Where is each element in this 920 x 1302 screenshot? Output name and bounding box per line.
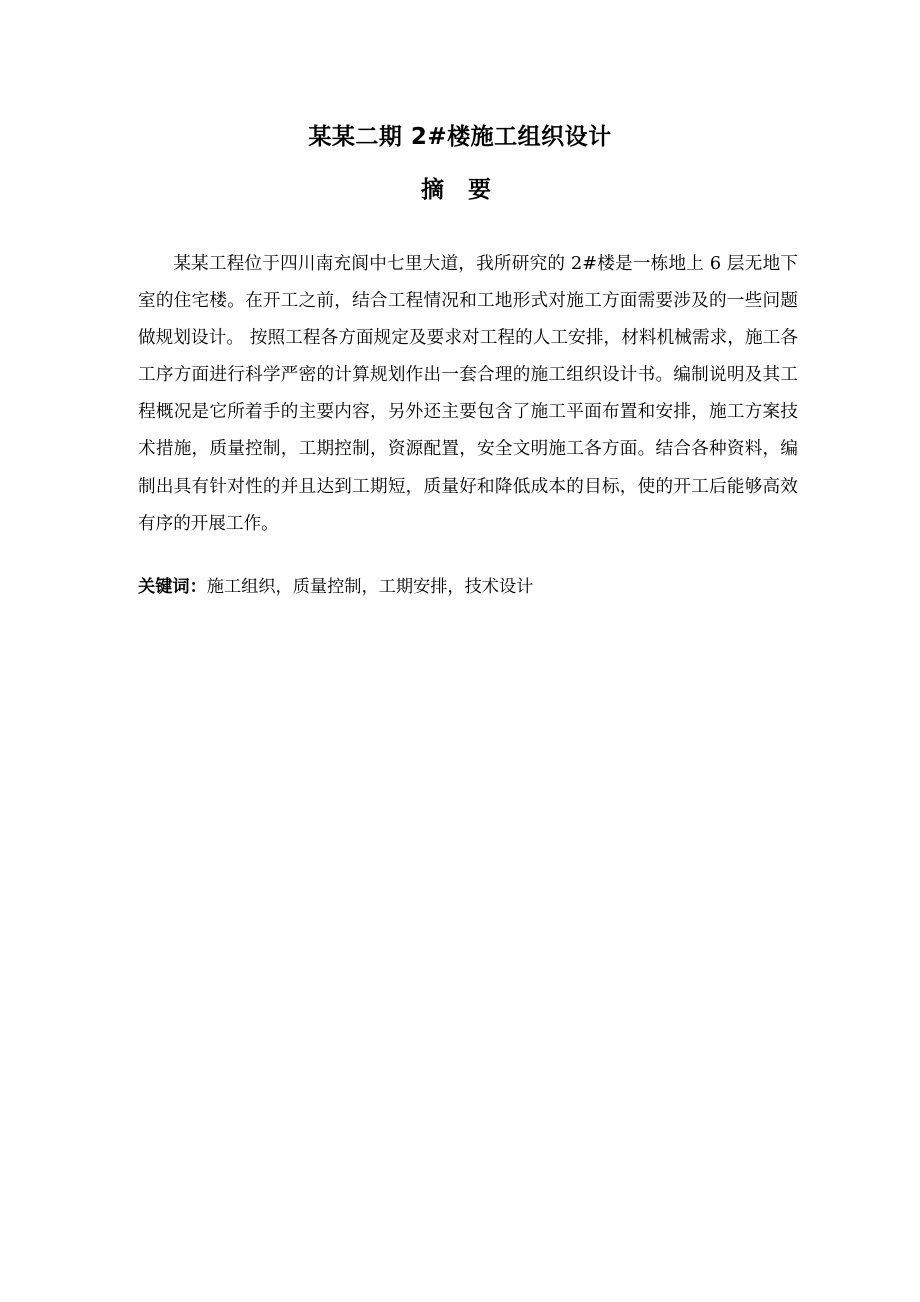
- abstract-paragraph: 某某工程位于四川南充阆中七里大道，我所研究的 2#楼是一栋地上 6 层无地下室的住宅楼。在开工之前，结合工程情况和工地形式对施工方面需要涉及的一些问题做规划设计。 按照工程各方面规定及要求对工程的人工安排，材料机械需求，施工各工序方面进行科学严密的计算规划作出一套合理的施工组织设计书。编制说明及其工程概况是它所着手的主要内容，另外还主要包含了施工平面布置和安排，施工方案技术措施，质量控制，工期控制，资源配置，安全文明施工各方面。结合各种资料，编制出具有针对性的并且达到工期短，质量好和降低成本的目标，使的开工后能够高效有序的开展工作。: [138, 254, 798, 534]
- keywords-label: 关键词：: [138, 577, 207, 597]
- keywords-text: 施工组织，质量控制，工期安排，技术设计: [206, 577, 534, 597]
- abstract-heading: 摘 要: [420, 177, 499, 203]
- keywords-line: [138, 574, 798, 600]
- document-title: 某某二期 2#楼施工组织设计: [308, 124, 612, 150]
